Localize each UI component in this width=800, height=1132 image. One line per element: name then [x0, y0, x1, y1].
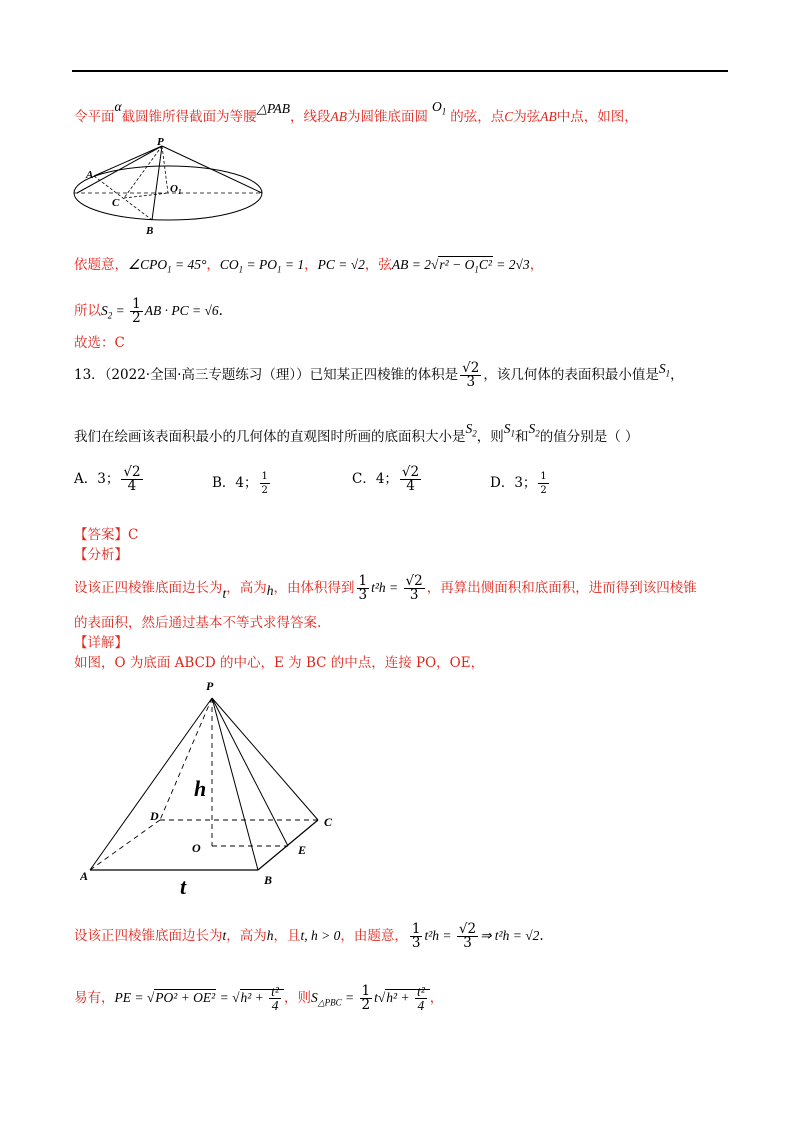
analysis-line-1: 设该正四棱锥底面边长为t，高为h，由体积得到 $\frac{1}{3}$ t²h = $\frac{√2}{3}$ ，再算出侧面积和底面积，进而得到该四棱锥: [74, 573, 697, 603]
cone-label-b: B: [146, 225, 154, 236]
cone-label-o1: O1: [170, 183, 182, 196]
cone-figure: [72, 136, 272, 236]
solution-line-1: 令平面α截圆锥所得截面为等腰△PAB，线段AB为圆锥底面圆$O_1$ 的弦，点C为弦AB中点，如图，: [74, 99, 638, 125]
analysis-heading: 【分析】: [74, 547, 128, 563]
solution-conclusion: 故选：C: [74, 335, 125, 351]
option-c[interactable]: C．4； $\frac{√2}{4}$: [352, 464, 420, 494]
pyr-label-d: D: [150, 809, 159, 823]
cone-label-a: A: [86, 169, 94, 181]
pyr-label-p: P: [206, 679, 214, 693]
cone-label-p: P: [157, 136, 164, 148]
detail-line-1: 如图，O 为底面 ABCD 的中心，E 为 BC 的中点，连接 PO，OE，: [74, 655, 485, 671]
option-b[interactable]: B．4； $\frac{1}{2}$: [212, 471, 268, 496]
pyr-label-a: A: [80, 869, 89, 883]
header-rule: [72, 70, 728, 72]
pyr-label-e: E: [298, 843, 307, 857]
pyramid-figure: [80, 674, 350, 896]
analysis-line-2: 的表面积，然后通过基本不等式求得答案.: [74, 615, 322, 631]
answer-label: 【答案】C: [74, 527, 139, 543]
pyr-label-c: C: [324, 815, 333, 829]
detail-heading: 【详解】: [74, 635, 128, 651]
question-13-line-1: 13．（2022·全国·高三专题练习（理））已知某正四棱锥的体积是 $\frac{√2}{3}$ ，该几何体的表面积最小值是$S_1$，: [74, 360, 684, 390]
pyr-label-t: t: [180, 874, 187, 896]
solution-line-2: 依题意，$\angle CPO_1 = 45^\circ$，$CO_1 = PO_1 = 1$，PC = √2，弦AB = $2√r^2 - O_1C^2 = 2√3$，: [74, 257, 544, 275]
detail-line-3: 易有，PE = √PO² + OE² = √h² + $\frac{\text{t²}}{4}$ ，则$S_{\triangle PBC}$ = $\frac{1}{2}$ t√h² + $\frac{\text{t²}}{4}$ ，: [74, 983, 444, 1014]
pyr-label-o: O: [192, 841, 201, 855]
question-13-line-2: 我们在绘画该表面积最小的几何体的直观图时所画的底面积大小是$S_2$，则$S_1$和$S_2$的值分别是（ ）: [74, 421, 639, 445]
cone-label-c: C: [112, 197, 120, 209]
pyr-label-b: B: [264, 873, 273, 887]
detail-line-2: 设该正四棱锥底面边长为t，高为h，且t, h > 0，由题意， $\frac{1}{3}$ t²h = $\frac{√2}{3}$ ⇒ t²h = √2.: [74, 921, 544, 951]
solution-line-3: 所以$S_2$ = $\frac{1}{2}$ AB · PC = √6.: [74, 296, 223, 326]
option-d[interactable]: D．3； $\frac{1}{2}$: [490, 471, 547, 496]
pyr-label-h: h: [194, 776, 207, 801]
option-a[interactable]: A．3； $\frac{√2}{4}$: [74, 464, 141, 494]
